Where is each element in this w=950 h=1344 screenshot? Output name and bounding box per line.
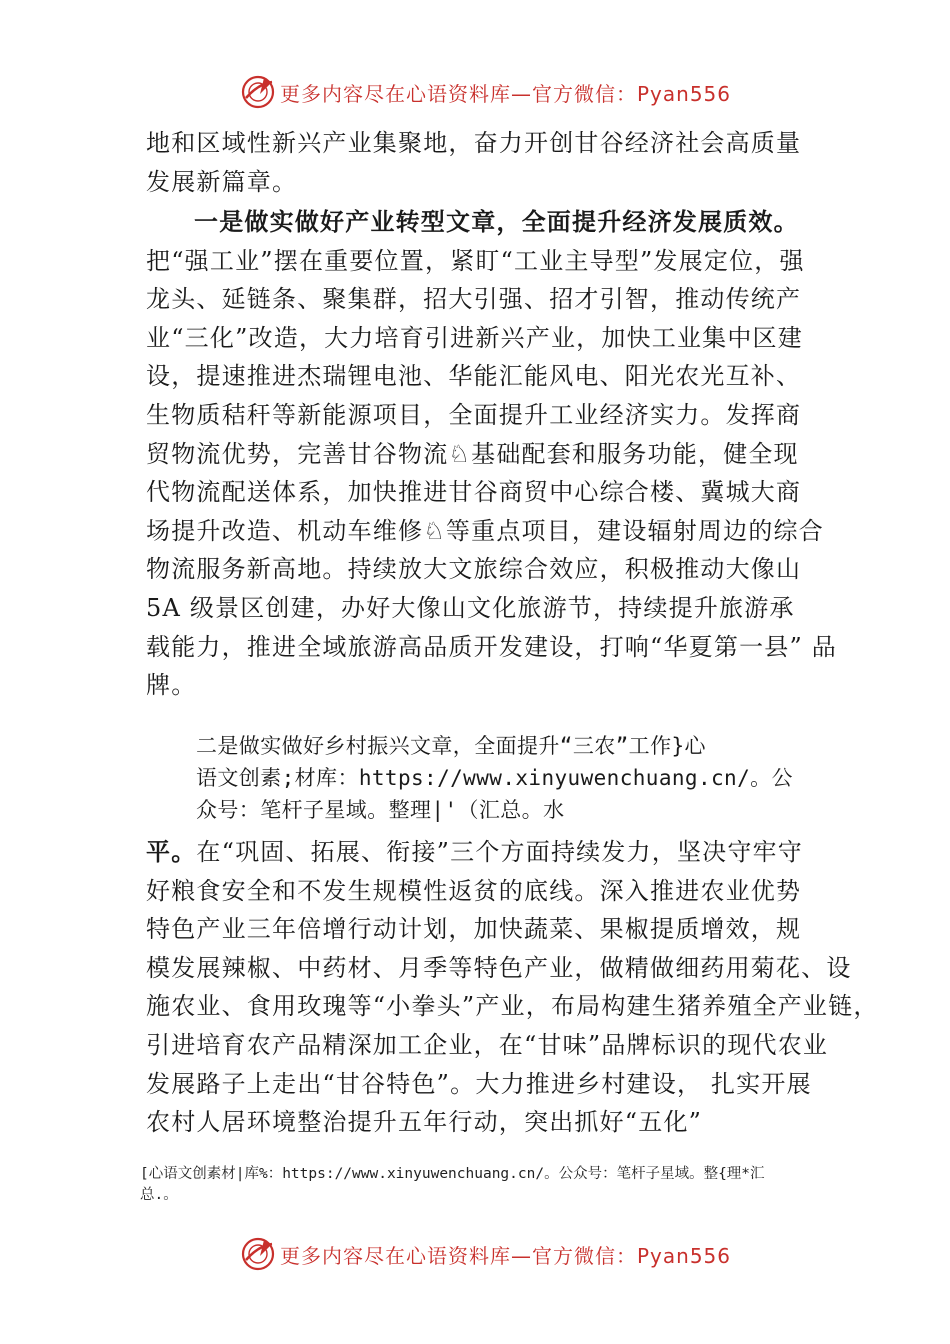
footnote-line: 总.。 bbox=[140, 1187, 178, 1203]
text-line: 发展路子上走出“甘谷特色”。大力推进乡村建设， 扎实开展 bbox=[146, 1069, 812, 1098]
text-line: 生物质秸秆等新能源项目，全面提升工业经济实力。发挥商 bbox=[146, 400, 802, 429]
paragraph-intro bbox=[146, 124, 846, 201]
text-line: 场提升改造、机动车维修♘等重点项目，建设辐射周边的综合 bbox=[146, 516, 824, 545]
text-line: 把“强工业”摆在重要位置，紧盯“工业主导型”发展定位，强 bbox=[146, 246, 805, 275]
text-line: 好粮食安全和不发生规模性返贫的底线。深入推进农业优势 bbox=[146, 876, 802, 905]
section-rural bbox=[146, 833, 879, 1142]
text-line: 施农业、食用玫瑰等“小拳头”产业，布局构建生猪养殖全产业链， bbox=[146, 992, 879, 1021]
text-line: 牌。 bbox=[146, 671, 197, 700]
text-line: 业“三化”改造，大力培育引进新兴产业，加快工业集中区建 bbox=[146, 323, 803, 352]
text-line: 农村人居环境整治提升五年行动，突出抓好“五化” bbox=[146, 1108, 703, 1137]
text-line: 发展新篇章。 bbox=[146, 167, 298, 196]
brand-logo-icon bbox=[240, 74, 276, 110]
text-line: 贸物流优势，完善甘谷物流♘基础配套和服务功能，健全现 bbox=[146, 439, 799, 468]
banner-text: 更多内容尽在心语资料库—官方微信：Pyan556 bbox=[280, 81, 732, 106]
footnote-line: [心语文创素材|库%：https://www.xinyuwenchuang.cn/。公众号：笔杆子星域。整{理*汇 bbox=[140, 1166, 765, 1182]
quote-line: 语文创素;材库：https://www.xinyuwenchuang.cn/。公 bbox=[196, 766, 793, 790]
text-line: 特色产业三年倍增行动计划，加快蔬菜、果椒提质增效，规 bbox=[146, 915, 802, 944]
text-line: 代物流配送体系，加快推进甘谷商贸中心综合楼、冀城大商 bbox=[146, 478, 802, 507]
brand-logo-icon bbox=[240, 1236, 276, 1272]
footnote bbox=[140, 1164, 840, 1206]
text-line-rest: 在“巩固、拓展、衔接”三个方面持续发力，坚决守牢守 bbox=[196, 838, 803, 866]
text-line bbox=[146, 833, 846, 872]
text-line: 5A 级景区创建，办好大像山文化旅游节，持续提升旅游承 bbox=[146, 593, 795, 622]
watermark-quote-block bbox=[196, 730, 836, 826]
footer-banner bbox=[0, 1232, 950, 1276]
text-line: 设，提速推进杰瑞锂电池、华能汇能风电、阳光农光互补、 bbox=[146, 362, 802, 391]
text-line: 载能力，推进全域旅游高品质开发建设，打响“华夏第一县” 品 bbox=[146, 632, 837, 661]
text-line: 引进培育农产品精深加工企业，在“甘味”品牌标识的现代农业 bbox=[146, 1030, 829, 1059]
text-line: 模发展辣椒、中药材、月季等特色产业，做精做细药用菊花、设 bbox=[146, 953, 852, 982]
section-lead: 平。 bbox=[146, 838, 197, 866]
banner-text: 更多内容尽在心语资料库—官方微信：Pyan556 bbox=[280, 1243, 732, 1268]
text-line: 地和区域性新兴产业集聚地，奋力开创甘谷经济社会高质量 bbox=[146, 129, 802, 157]
quote-line: 众号：笔杆子星域。整理|'（汇总。水 bbox=[196, 798, 565, 822]
section-heading: 一是做实做好产业转型文章，全面提升经济发展质效。 bbox=[194, 208, 799, 236]
section-industry bbox=[146, 203, 846, 705]
header-banner bbox=[0, 70, 950, 114]
text-line: 龙头、延链条、聚集群，招大引强、招才引智，推动传统产 bbox=[146, 285, 802, 314]
quote-line: 二是做实做好乡村振兴文章，全面提升“三农”工作}心 bbox=[196, 734, 706, 758]
text-line: 物流服务新高地。持续放大文旅综合效应，积极推动大像山 bbox=[146, 555, 802, 584]
